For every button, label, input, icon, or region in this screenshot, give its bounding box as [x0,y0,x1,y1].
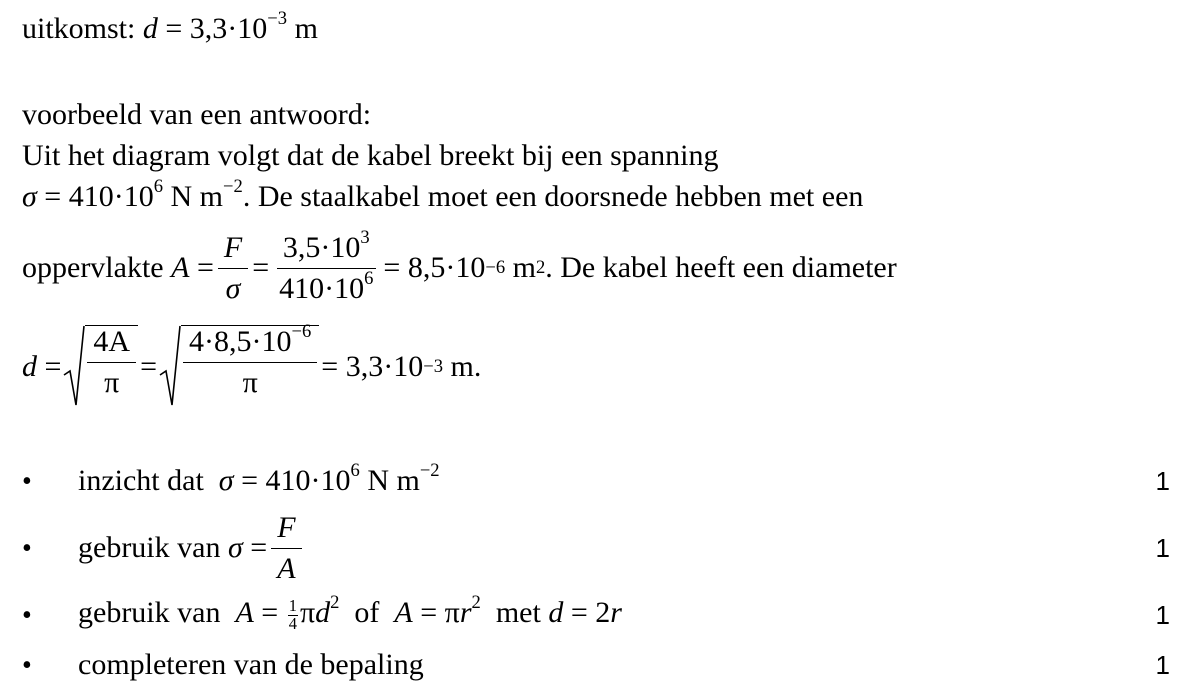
diameter-line: d = $\frac{4A}{\pi}$ = $\frac{4\cdot 8,5\cdot 10^{-6}}{\pi}$ = 3,3·10 −3 m. [22,322,481,412]
radical-sign-icon [63,325,85,409]
bullet-icon: • [22,466,32,497]
sigma-line: $\sigma = 410\cdot 10^6$ N $m^{-2}$. De staalkabel moet een doorsnede hebben met een [22,176,864,213]
criterion-3: gebruik van A = $\frac{1}{4}$ $\pi d^2$ of $A = \pi r^2$ met d = 2r [78,592,622,633]
paragraph-diagram: Uit het diagram volgt dat de kabel breekt bij een spanning [22,139,719,172]
sqrt-values: $\frac{4\cdot 8,5\cdot 10^{-6}}{\pi}$ [159,325,319,409]
result-line: uitkomst: $d = 3,3\cdot 10^{-3}$ m [22,8,318,45]
result-unit: m [294,12,318,45]
area-line: oppervlakte A = $\frac{F}{\sigma}$ = $\frac{3,5\cdot 10^3}{410\cdot 10^6}$ = 8,5·10 −6 m 2 . De kabel heeft een diameter [22,227,897,305]
criterion-2-score: 1 [1155,533,1170,563]
sqrt-4a-pi: $\frac{4A}{\pi}$ [63,325,138,409]
fraction-values: $\frac{3,5\cdot 10^3}{410\cdot 10^6}$ [273,232,379,304]
bullet-icon: • [22,600,32,631]
radical-sign-icon [159,325,181,409]
criterion-3-score: 1 [1155,600,1170,630]
criterion-1-score: 1 [1155,466,1170,496]
result-value: 3,3·10 [189,12,268,45]
example-heading: voorbeeld van een antwoord: [22,98,372,131]
bullet-icon: • [22,650,32,681]
criterion-4-score: 1 [1155,650,1170,680]
criterion-2: gebruik van σ = $\frac{F}{A}$ [78,508,306,588]
criterion-1: inzicht dat $\sigma = 410\cdot 10^6$ N $m^{-2}$ [78,460,440,497]
result-label: uitkomst: [22,12,136,45]
criterion-4: completeren van de bepaling [78,648,424,681]
bullet-icon: • [22,533,32,564]
fraction-f-sigma: $\frac{F}{\sigma}$ [218,232,248,304]
